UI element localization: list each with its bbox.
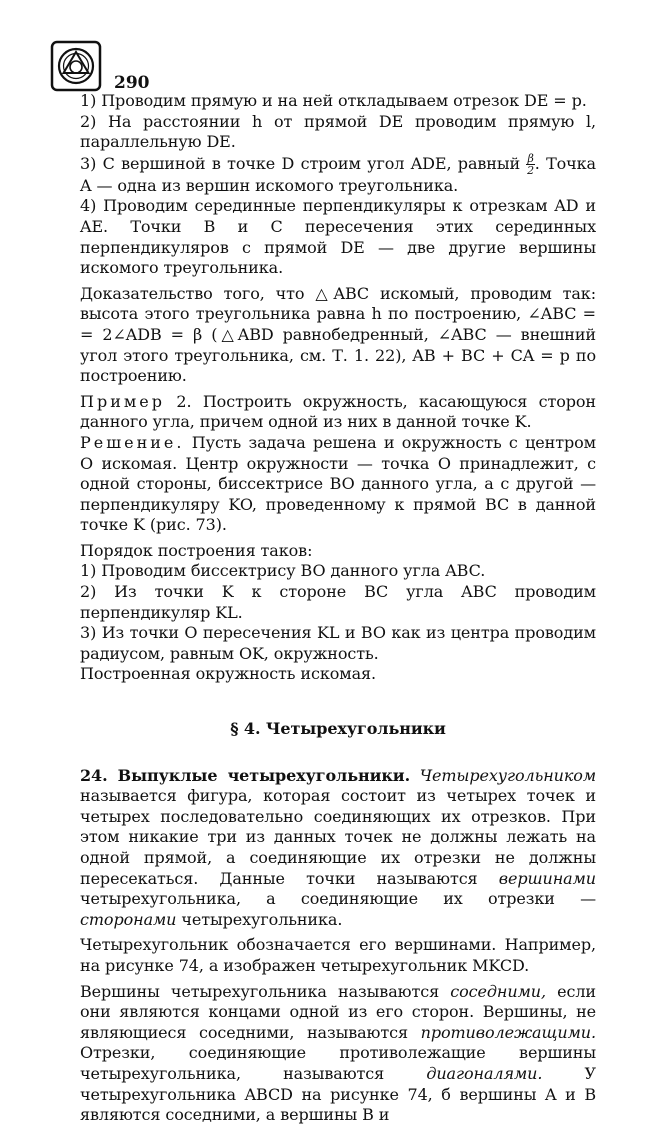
vertices-text-3: Отрезки, соединяющие противолежащие вершины четырехугольника, называются: [80, 1043, 596, 1083]
vertices-paragraph: [80, 982, 596, 1126]
step-4: 4) Проводим серединные перпендикуляры к отрезкам AD и AE. Точки B и C пересечения этих серединных перпендикуляров с прямой DE — две другие вершины искомого треугольника.: [80, 196, 596, 278]
term-quadrilateral: Четырехугольником: [419, 765, 596, 785]
paragraph-24: [80, 766, 596, 931]
vertices-text-4: У четырехугольника ABCD на рисунке 74, б вершины A и B являются соседними, а вершины B и: [80, 1063, 596, 1125]
step-3-continuation: Точка A — одна из вершин искомого треугольника.: [80, 153, 596, 195]
paragraph-24-heading: 24. Выпуклые четырехугольники.: [80, 765, 411, 785]
fraction-numerator: β: [527, 151, 534, 165]
notation-paragraph: Четырехугольник обозначается его вершинами. Например, на рисунке 74, а изображен четырехугольник MKCD.: [80, 935, 596, 975]
paragraph-24-text-1: называется фигура, которая состоит из четырех точек и четырех последовательно соединяющих их отрезков. При этом никакие три из данных точек не должны лежать на одной прямой, а соединяющие их отрезки не должны пересекаться. Данные точки называются: [80, 786, 596, 888]
conclusion: Построенная окружность искомая.: [80, 664, 377, 684]
step-1: 1) Проводим прямую и на ней откладываем отрезок DE = p.: [80, 91, 587, 110]
page-number: 290: [114, 73, 150, 93]
solution-paragraph: [80, 433, 596, 536]
vertices-text-1: Вершины четырехугольника называются: [80, 981, 440, 1001]
solution-label: Решение.: [80, 432, 185, 452]
example-text: 2. Построить окружность, касающуюся сторон данного угла, причем одной из них в данной точке K.: [80, 391, 596, 432]
term-sides: сторонами: [80, 909, 177, 929]
paragraph-24-text-2: четырехугольника, а соединяющие их отрезки —: [80, 889, 596, 909]
term-adjacent: соседними,: [450, 981, 546, 1001]
example-paragraph: [80, 392, 596, 433]
step-3: 3) С вершиной в точке D строим угол ADE, равный $\frac{\beta}{2}$ . Точка A — одна из вершин искомого треугольника.: [80, 151, 596, 195]
section-title: § 4. Четырехугольники: [230, 719, 446, 739]
page-body: [80, 48, 596, 1126]
proof-paragraph: Доказательство того, что △ABC искомый, проводим так: высота этого треугольника равна h по построению, ∠ABC = = 2∠ADB = β (△ABD равнобедренный, ∠ABC — внешний угол этого треугольника, см. Т. 1. 22), AB + BC + CA = p по построению.: [80, 283, 596, 386]
step-2: 2) На расстоянии h от прямой DE проводим прямую l, параллельную DE.: [80, 111, 596, 152]
term-opposite: противолежащими.: [420, 1022, 596, 1042]
order-step-3: 3) Из точки O пересечения KL и BO как из центра проводим радиусом, равным OK, окружность.: [80, 623, 596, 663]
beta-over-two-fraction: [526, 153, 534, 176]
term-diagonals: диагоналями.: [426, 1063, 543, 1083]
solution-text: Пусть задача решена и окружность с центром O искомая. Центр окружности — точка O принадлежит, с одной стороны, биссектрисе BO данного угла, а с другой — перпендикуляру KO, проведенному к прямой BC в данной точке K (рис. 73).: [80, 432, 596, 535]
order-step-1: 1) Проводим биссектрису BO данного угла ABC.: [80, 561, 486, 581]
example-label: Пример: [80, 391, 166, 411]
step-3-text: 3) С вершиной в точке D строим угол ADE, равный: [80, 153, 521, 173]
order-intro: Порядок построения таков:: [80, 540, 313, 560]
term-vertices: вершинами: [498, 868, 596, 888]
vertices-text-2: если они являются концами одной из его сторон. Вершины, не являющиеся соседними, называются: [80, 981, 596, 1042]
paragraph-24-text-3: четырехугольника.: [181, 909, 343, 929]
fraction-denominator: 2: [527, 163, 535, 177]
order-step-2: 2) Из точки K к стороне BC угла ABC проводим перпендикуляр KL.: [80, 582, 596, 622]
